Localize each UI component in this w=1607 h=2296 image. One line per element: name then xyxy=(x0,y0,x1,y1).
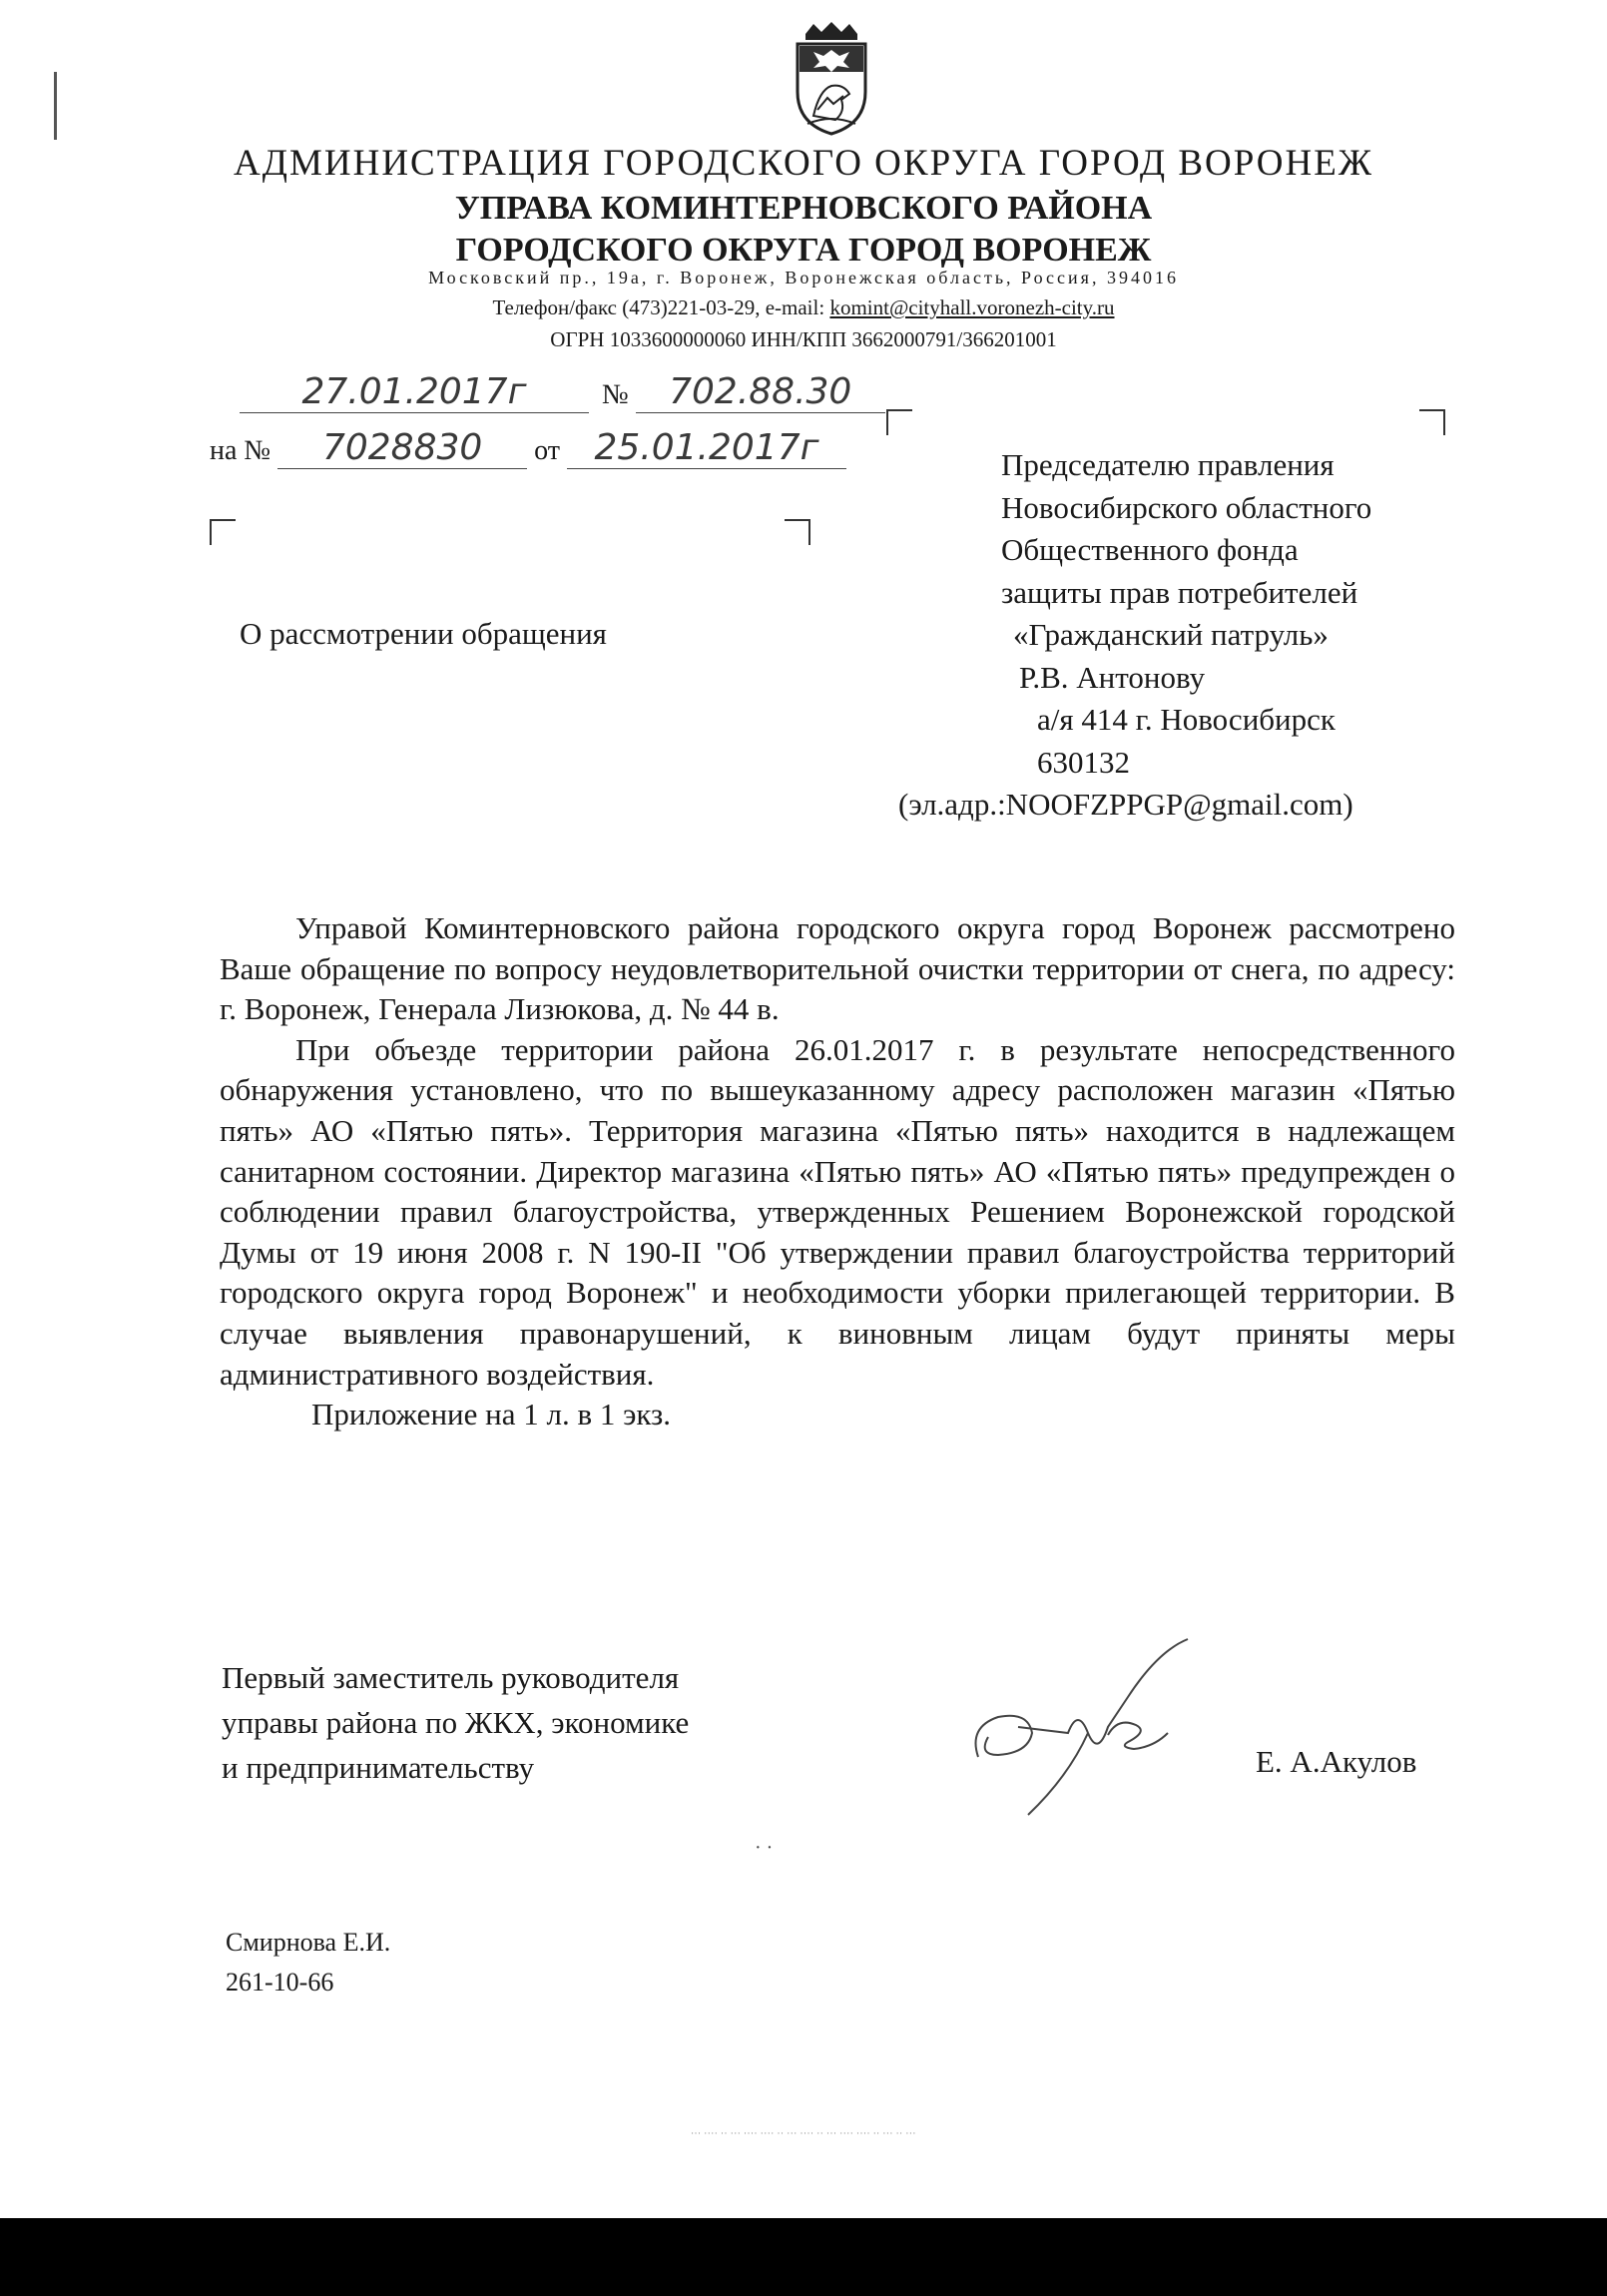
position-line: Первый заместитель руководителя xyxy=(222,1660,680,1695)
addressee-line: 630132 xyxy=(1037,744,1130,780)
email-link[interactable]: komint@cityhall.voronezh-city.ru xyxy=(829,295,1115,319)
registration-row xyxy=(240,371,885,413)
signatory-position xyxy=(222,1655,689,1790)
position-line: и предпринимательству xyxy=(222,1750,535,1785)
corner-mark xyxy=(1419,409,1445,435)
handwritten-signature xyxy=(958,1637,1228,1817)
scan-bottom-border xyxy=(0,2218,1607,2296)
coat-of-arms-icon xyxy=(784,20,879,138)
executor-name: Смирнова Е.И. xyxy=(226,1928,391,1957)
addressee-line: Новосибирского областного xyxy=(1001,489,1372,525)
reference-label: на № xyxy=(210,435,271,466)
header-uprava: УПРАВА КОМИНТЕРНОВСКОГО РАЙОНА xyxy=(454,190,1153,227)
corner-mark xyxy=(210,519,236,545)
header-address: Московский пр., 19а, г. Воронеж, Воронежская область, Россия, 394016 xyxy=(428,268,1179,287)
phone-fax: Телефон/факс (473)221-03-29, e-mail: xyxy=(492,295,830,319)
addressee-line: а/я 414 г. Новосибирск xyxy=(1037,702,1336,737)
header-city: ГОРОДСКОГО ОКРУГА ГОРОД ВОРОНЕЖ xyxy=(455,232,1152,269)
addressee-line: «Гражданский патруль» xyxy=(1013,617,1329,652)
signatory-name: Е. А.Акулов xyxy=(1256,1744,1417,1779)
reference-date: 25.01.2017г xyxy=(567,427,846,469)
number-label: № xyxy=(602,379,629,410)
outgoing-date: 27.01.2017г xyxy=(240,371,589,413)
position-line: управы района по ЖКХ, экономике xyxy=(222,1705,690,1740)
corner-mark xyxy=(886,409,912,435)
printer-imprint: ··· ···· ·· ··· ···· ···· ·· ··· ···· ·· ··· ···· ···· ·· ··· ·· ··· xyxy=(691,2128,916,2138)
attachment-note: Приложение на 1 л. в 1 экз. xyxy=(311,1397,672,1433)
scan-artifact xyxy=(54,72,57,140)
header-ogrn: ОГРН 1033600000060 ИНН/КПП 3662000791/366201001 xyxy=(550,327,1057,351)
header-contacts xyxy=(0,295,1607,320)
addressee-line: защиты прав потребителей xyxy=(1001,574,1358,610)
reference-row xyxy=(210,427,846,469)
reference-from-label: от xyxy=(534,435,561,466)
outgoing-number: 702.88.30 xyxy=(636,371,885,413)
addressee-line: Р.В. Антонову xyxy=(1019,659,1206,695)
body-paragraph: При объезде территории района 26.01.2017 г. в результате непосредственного обнаружения установлено, что по вышеуказанному адресу расположен магазин «Пятью пять» АО «Пятью пять». Территория магазина «Пятью пять» находится в надлежащем санитарном состоянии. Директор магазина «Пятью пять» АО «Пятью пять» предупрежден о соблюдении правил благоустройства, утвержденных Решением Воронежской городской Думы от 19 июня 2008 г. N 190-II "Об утверждении правил благоустройства территорий городского округа город Воронеж" и необходимости уборки прилегающей территории. В случае выявления правонарушений, к виновным лицам будут приняты меры административного воздействия. xyxy=(220,1031,1455,1392)
corner-mark xyxy=(785,519,810,545)
stray-dots: · · xyxy=(755,1837,774,1859)
executor-block xyxy=(226,1923,390,2003)
body-paragraph: Управой Коминтерновского района городского округа город Воронеж рассмотрено Ваше обращение по вопросу неудовлетворительной очистки территории от снега, по адресу: г. Воронеж, Генерала Лизюкова, д. № 44 в. xyxy=(220,910,1455,1027)
letter-body xyxy=(220,908,1455,1435)
executor-phone: 261-10-66 xyxy=(226,1968,334,1997)
addressee-line: Общественного фонда xyxy=(1001,532,1299,567)
addressee-line: Председателю правления xyxy=(1001,447,1335,482)
header-administration: АДМИНИСТРАЦИЯ ГОРОДСКОГО ОКРУГА ГОРОД ВОРОНЕЖ xyxy=(234,143,1373,184)
subject-line: О рассмотрении обращения xyxy=(240,616,607,651)
reference-number: 7028830 xyxy=(277,427,527,469)
addressee-email: (эл.адр.:NOOFZPPGP@gmail.com) xyxy=(898,787,1353,822)
addressee-block xyxy=(898,444,1372,827)
